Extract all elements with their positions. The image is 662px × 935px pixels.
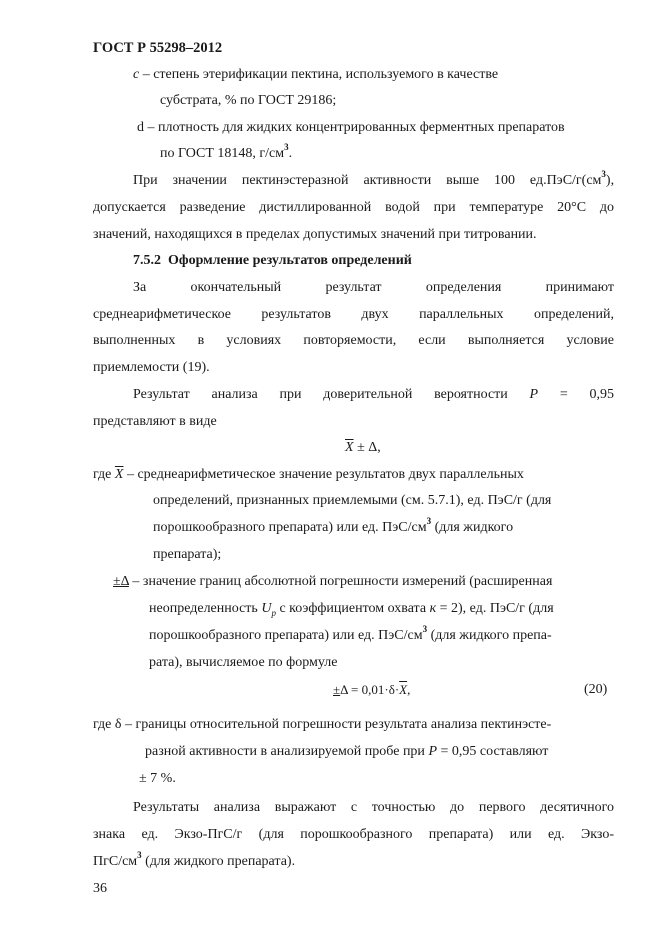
plus-minus-delta: ±Δ: [113, 574, 129, 589]
word: с: [350, 800, 358, 815]
comma: ,: [407, 682, 411, 697]
page-number: 36: [93, 881, 107, 896]
word: принимают: [545, 280, 614, 295]
where-x-line2: определений, признанных приемлемыми (см. 5.7.1), ед. ПэС/г (для: [153, 493, 552, 508]
where-delta-line3: [149, 624, 552, 645]
superscript: 3: [426, 516, 432, 527]
word: порошкообразного: [300, 827, 413, 842]
item-c-line1: степень этерификации пектина, используемого в качестве: [153, 67, 499, 82]
word: водой: [385, 200, 420, 215]
definition-text: порошкообразного препарата) или ед. ПэС/см: [149, 628, 423, 643]
dash: –: [142, 67, 150, 82]
variable-k: к: [429, 601, 437, 616]
where-delta-line1: [113, 573, 552, 591]
paragraph-4-line1: [133, 799, 614, 817]
word: При: [133, 173, 158, 188]
definition-text: = 2), ед. ПэС/г (для: [436, 601, 554, 616]
section-title: Оформление результатов определений: [168, 253, 412, 268]
where-x-line4: препарата);: [153, 547, 222, 562]
formula-number: (20): [584, 682, 608, 697]
word: знака: [93, 827, 126, 842]
paragraph-1-line3: значений, находящихся в пределах допустимых значений при титровании.: [93, 227, 537, 242]
variable-U: U: [261, 601, 272, 616]
word: точностью: [371, 800, 436, 815]
word: =: [559, 387, 568, 402]
paragraph-2-line3: [93, 332, 614, 350]
word: ед.: [548, 827, 565, 842]
word: 20°С: [557, 200, 587, 215]
paragraph-3-line1: [133, 386, 614, 404]
word: За: [133, 280, 147, 295]
word: (для: [258, 827, 284, 842]
word: условие: [566, 333, 614, 348]
word: Результат: [133, 387, 190, 402]
list-item-d: [137, 119, 565, 137]
word: при: [279, 387, 302, 402]
word: выражают: [274, 800, 337, 815]
superscript: 3: [422, 624, 428, 635]
paragraph-1-line1: [133, 169, 615, 190]
definition-text: разной активности в анализируемой пробе при: [145, 744, 429, 759]
document-header: ГОСТ Р 55298–2012: [93, 40, 223, 56]
x-bar: $\overline{X}$: [114, 467, 124, 482]
word: препарата): [428, 827, 494, 842]
unit-text: ед.ПэС/г(см: [529, 173, 602, 188]
dash: –: [147, 120, 155, 135]
paragraph-4-line3: [93, 850, 296, 871]
unit-tail: ),: [605, 173, 615, 188]
symbol-c: c: [133, 67, 140, 82]
superscript: 3: [601, 169, 606, 180]
word: значении: [172, 173, 227, 188]
word: выше: [446, 173, 480, 188]
item-d-line1: плотность для жидких концентрированных ферментных препаратов: [158, 120, 565, 135]
word: результатов: [261, 307, 331, 322]
paragraph-4-line2: [93, 826, 614, 844]
word: условиях: [226, 333, 282, 348]
definition-text: значение границ абсолютной погрешности измерений (расширенная: [142, 574, 553, 589]
word: параллельных: [419, 307, 504, 322]
word: если: [418, 333, 446, 348]
word: допускается: [93, 200, 166, 215]
word: доверительной: [323, 387, 413, 402]
definition-text: (для жидкого: [431, 520, 514, 535]
superscript: 3: [137, 850, 142, 861]
word: определения: [425, 280, 502, 295]
formula-1-rest: ± Δ,: [353, 440, 381, 455]
word: активности: [363, 173, 432, 188]
word: ед.: [141, 827, 159, 842]
section-heading: [133, 252, 412, 270]
word: 100: [494, 173, 516, 188]
paragraph-1-line2: [93, 199, 614, 217]
list-item-c: [133, 66, 498, 84]
word: анализа: [213, 800, 261, 815]
definition-text: неопределенность: [149, 601, 262, 616]
word: до: [450, 800, 465, 815]
dash: –: [126, 467, 134, 482]
word: пектинэстеразной: [241, 173, 349, 188]
subscript: p: [271, 607, 276, 618]
superscript: 3: [284, 142, 289, 153]
where-delta-line2: [149, 600, 554, 618]
formula-2-body: Δ = 0,01·δ·: [340, 682, 400, 697]
where-label: где: [93, 467, 112, 482]
word: температуре: [469, 200, 544, 215]
unit-text: ПгС/см: [93, 854, 138, 869]
where-label: где: [93, 717, 112, 732]
word: среднеарифметическое: [93, 307, 231, 322]
definition-text: (для жидкого препарата).: [141, 854, 296, 869]
word: вероятности: [434, 387, 508, 402]
word: окончательный: [190, 280, 282, 295]
definition-text: с коэффициентом охвата: [275, 601, 430, 616]
definition-text: (для жидкого препа-: [427, 628, 552, 643]
word: 0,95: [589, 387, 615, 402]
word: определений,: [533, 307, 615, 322]
definition-text: среднеарифметическое значение результатов двух параллельных: [137, 467, 524, 482]
word: двух: [361, 307, 389, 322]
word: результат: [325, 280, 382, 295]
where-x-line1: [93, 466, 524, 484]
word: Экзо-: [581, 827, 615, 842]
item-d-text: по ГОСТ 18148, г/см: [160, 146, 285, 161]
word: десятичного: [540, 800, 614, 815]
formula-2: [333, 681, 410, 699]
paragraph-2-line4: приемлемости (19).: [93, 360, 210, 375]
section-number: 7.5.2: [133, 253, 161, 268]
dash: –: [132, 574, 140, 589]
word: первого: [478, 800, 526, 815]
where-delta-rel-line3: ± 7 %.: [139, 771, 176, 786]
word: Результаты: [133, 800, 200, 815]
period: .: [288, 146, 293, 161]
x-bar: $\overline{X}$: [345, 440, 354, 455]
variable-P: P: [428, 744, 437, 759]
word: анализа: [211, 387, 258, 402]
where-x-line3: [153, 516, 514, 537]
definition-text: = 0,95 составляют: [437, 744, 549, 759]
formula-1: [345, 439, 381, 457]
definition-text: порошкообразного препарата) или ед. ПэС/см: [153, 520, 427, 535]
word: выполняется: [467, 333, 545, 348]
paragraph-3-line2: представляют в виде: [93, 414, 217, 429]
word: повторяемости,: [303, 333, 397, 348]
word: дистиллированной: [259, 200, 372, 215]
dash: –: [125, 717, 132, 732]
word: разведение: [179, 200, 246, 215]
variable-P: P: [529, 387, 539, 402]
where-delta-rel-line2: [145, 743, 548, 761]
item-d-line2: [160, 142, 293, 163]
plus-minus: ±: [333, 682, 341, 697]
paragraph-2-line2: [93, 306, 614, 324]
word: при: [433, 200, 456, 215]
symbol-delta: δ: [114, 717, 122, 732]
word: Экзо-ПгС/г: [174, 827, 243, 842]
word: выполненных: [93, 333, 176, 348]
x-bar: $\overline{X}$: [399, 682, 408, 697]
word: или: [509, 827, 532, 842]
paragraph-2-line1: [133, 279, 614, 297]
word: в: [197, 333, 205, 348]
item-c-line2: субстрата, % по ГОСТ 29186;: [160, 93, 337, 108]
word: до: [599, 200, 615, 215]
symbol-d: d: [137, 120, 144, 135]
definition-text: границы относительной погрешности результата анализа пектинэсте-: [135, 717, 552, 732]
where-delta-line4: рата), вычисляемое по формуле: [149, 655, 338, 670]
where-delta-rel-line1: [93, 716, 551, 734]
word: [529, 169, 615, 188]
